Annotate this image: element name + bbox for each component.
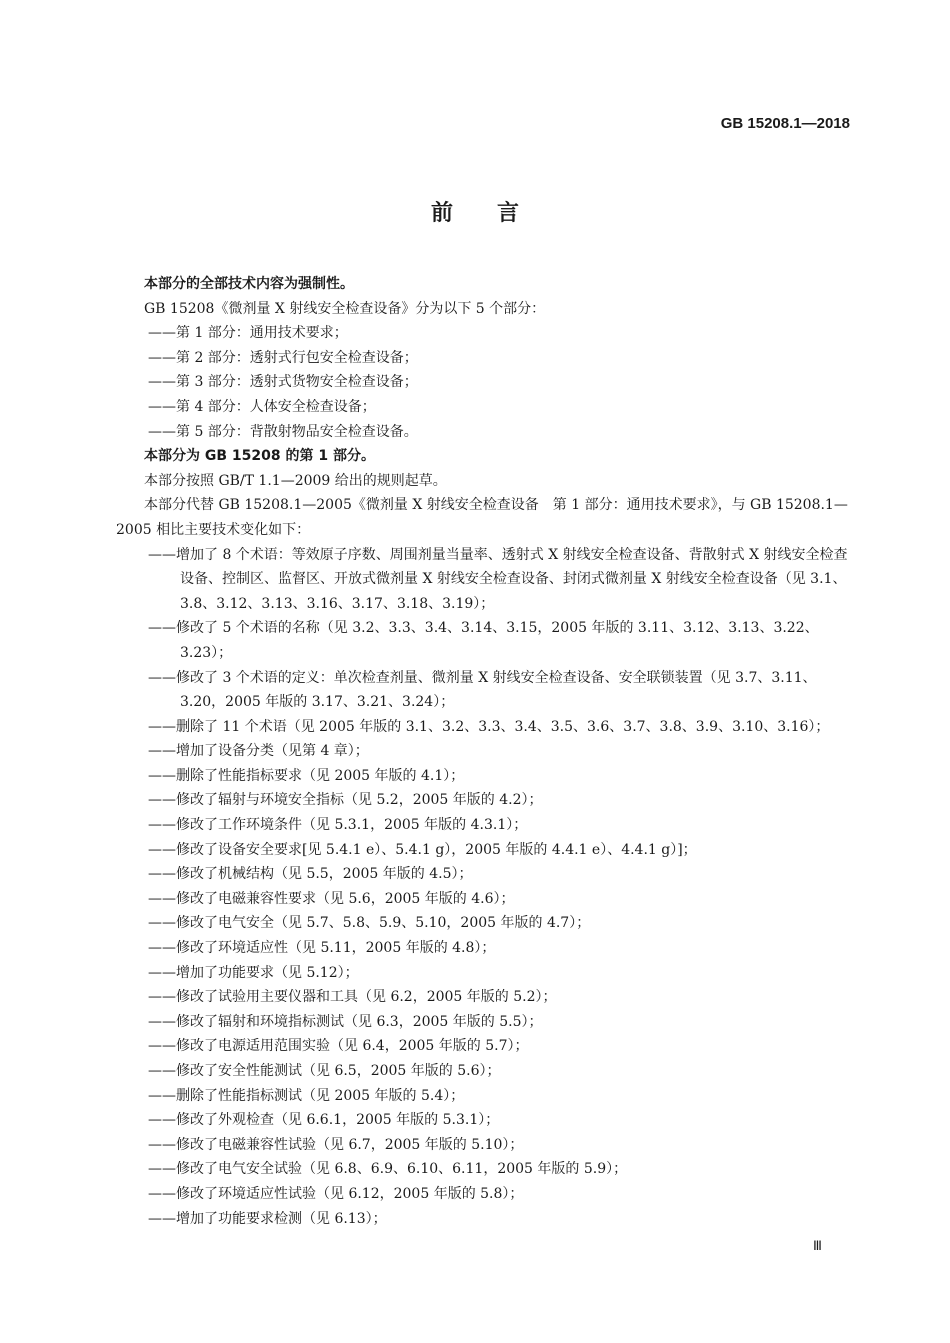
list-item: ——修改了机械结构（见 5.5，2005 年版的 4.5）； bbox=[148, 866, 473, 883]
list-item: ——删除了 11 个术语（见 2005 年版的 3.1、3.2、3.3、3.4、3.5、3.6、3.7、3.8、3.9、3.10、3.16）； bbox=[148, 718, 830, 735]
list-item: ——修改了电气安全试验（见 6.8、6.9、6.10、6.11，2005 年版的 5.9）； bbox=[148, 1161, 628, 1178]
list-item: ——修改了试验用主要仪器和工具（见 6.2，2005 年版的 5.2）； bbox=[148, 989, 557, 1006]
list-item: ——修改了工作环境条件（见 5.3.1，2005 年版的 4.3.1）； bbox=[148, 817, 528, 834]
list-item: ——修改了安全性能测试（见 6.5，2005 年版的 5.6）； bbox=[148, 1063, 501, 1079]
parts-intro: GB 15208《微剂量 X 射线安全检查设备》分为以下 5 个部分： bbox=[144, 300, 546, 317]
list-item: ——增加了功能要求（见 5.12）； bbox=[148, 964, 359, 981]
standard-code: GB 15208.1—2018 bbox=[720, 115, 850, 132]
list-item: ——修改了 5 个术语的名称（见 3.2、3.3、3.4、3.14、3.15，2005 年版的 3.11、3.12、3.13、3.22、3.23）； bbox=[148, 620, 819, 661]
list-item: ——修改了设备安全要求[见 5.4.1 e）、5.4.1 g），2005 年版的 4.4.1 e）、4.4.1 g）]； bbox=[148, 841, 697, 858]
list-item: ——第 1 部分：通用技术要求； bbox=[148, 325, 348, 342]
list-item: ——修改了辐射和环境指标测试（见 6.3，2005 年版的 5.5）； bbox=[148, 1013, 543, 1030]
replacement-statement: 本部分代替 GB 15208.1—2005《微剂量 X 射线安全检查设备 第 1 部分：通用技术要求》，与 GB 15208.1—2005 相比主要技术变化如下： bbox=[116, 497, 848, 538]
list-item: ——第 2 部分：透射式行包安全检查设备； bbox=[148, 349, 418, 366]
list-item: ——删除了性能指标要求（见 2005 年版的 4.1）； bbox=[148, 767, 465, 784]
list-item: ——修改了外观检查（见 6.6.1，2005 年版的 5.3.1）； bbox=[148, 1112, 500, 1129]
changes-list bbox=[116, 543, 852, 1232]
list-item: ——修改了环境适应性（见 5.11，2005 年版的 4.8）； bbox=[148, 940, 496, 957]
list-item: ——修改了环境适应性试验（见 6.12，2005 年版的 5.8）； bbox=[148, 1185, 524, 1202]
list-item: ——第 4 部分：人体安全检查设备； bbox=[148, 398, 376, 415]
drafting-rules: 本部分按照 GB/T 1.1—2009 给出的规则起草。 bbox=[144, 472, 447, 489]
mandatory-statement: 本部分的全部技术内容为强制性。 bbox=[144, 276, 354, 292]
list-item: ——删除了性能指标测试（见 2005 年版的 5.4）； bbox=[148, 1087, 465, 1104]
page-number: Ⅲ bbox=[813, 1238, 822, 1253]
list-item: ——增加了功能要求检测（见 6.13）； bbox=[148, 1210, 387, 1227]
list-item: ——增加了设备分类（见第 4 章）； bbox=[148, 743, 369, 760]
list-item: ——修改了电磁兼容性要求（见 5.6，2005 年版的 4.6）； bbox=[148, 890, 515, 907]
parts-list bbox=[116, 321, 852, 444]
list-item: ——修改了电磁兼容性试验（见 6.7，2005 年版的 5.10）； bbox=[148, 1136, 524, 1153]
list-item: ——增加了 8 个术语：等效原子序数、周围剂量当量率、透射式 X 射线安全检查设备、背散射式 X 射线安全检查设备、控制区、监督区、开放式微剂量 X 射线安全检查设备、封闭式微剂量 X 射线安全检查设备（见 3.1、3.8、3.12、3.13、3.16、3.17、3.18、3.19）； bbox=[148, 546, 848, 612]
list-item: ——修改了 3 个术语的定义：单次检查剂量、微剂量 X 射线安全检查设备、安全联锁装置（见 3.7、3.11、3.20，2005 年版的 3.17、3.21、3.24）； bbox=[148, 669, 817, 711]
list-item: ——第 3 部分：透射式货物安全检查设备； bbox=[148, 374, 418, 391]
list-item: ——第 5 部分：背散射物品安全检查设备。 bbox=[148, 423, 418, 440]
document-body bbox=[116, 272, 852, 1231]
list-item: ——修改了辐射与环境安全指标（见 5.2，2005 年版的 4.2）； bbox=[148, 792, 543, 809]
list-item: ——修改了电气安全（见 5.7、5.8、5.9、5.10，2005 年版的 4.7）； bbox=[148, 915, 591, 932]
part-statement: 本部分为 GB 15208 的第 1 部分。 bbox=[144, 448, 375, 465]
page-title: 前言 bbox=[430, 201, 563, 226]
list-item: ——修改了电源适用范围实验（见 6.4，2005 年版的 5.7）； bbox=[148, 1038, 529, 1055]
